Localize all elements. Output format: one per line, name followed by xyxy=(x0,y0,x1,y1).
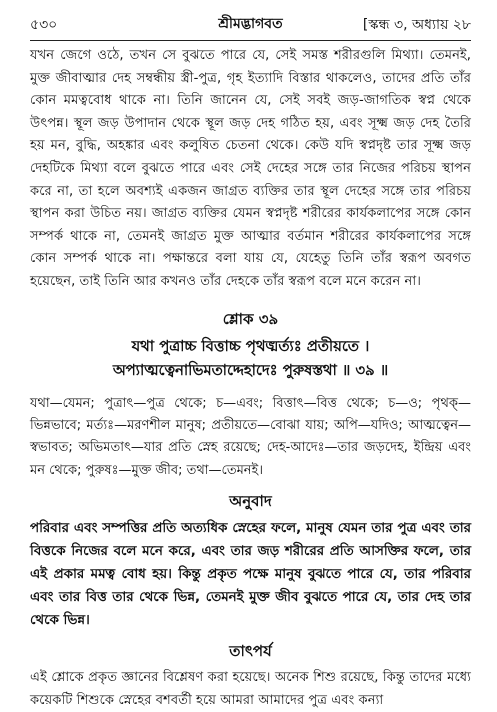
word-synonyms: যথা—যেমন; পুত্রাৎ—পুত্র থেকে; চ—এবং; বিত্তাৎ—বিত্ত থেকে; চ—ও; পৃথক্—ভিন্নভাবে; মর্ত্যঃ—মরণশীল মানুষ; প্রতীয়তে—বোঝা যায়; অপি—যদিও; আত্মত্বেন—স্বভাবত; অভিমতাৎ—যার প্রতি স্নেহ রয়েছে; দেহ-আদেঃ—তার জড়দেহ, ইন্দ্রিয় এবং মন থেকে; পুরুষঃ—মুক্ত জীব; তথা—তেমনই। xyxy=(30,395,471,478)
page-header xyxy=(30,0,471,41)
page-number: ৫৩০ xyxy=(30,17,58,33)
purport-title: তাৎপর্য xyxy=(229,642,272,661)
verse-line-2: অপ্যাত্মত্বেনাভিমতাদ্দেহাদেঃ পুরুষস্তথা ॥ ৩৯ ॥ xyxy=(112,361,389,379)
verse-line-1: যথা পুত্রাচ্চ বিত্তাচ্চ পৃথঙ্মর্ত্যঃ প্রতীয়তে । xyxy=(131,337,370,355)
section-reference: [স্কন্ধ ৩, অধ্যায় ২৮ xyxy=(362,17,471,33)
translation-text: পরিবার এবং সম্পত্তির প্রতি অত্যধিক স্নেহের ফলে, মানুষ যেমন তার পুত্র এবং তার বিত্তকে নিজের বলে মনে করে, এবং তার জড় শরীরের প্রতি আসক্তির ফলে, তার এই প্রকার মমত্ব বোধ হয়। কিন্তু প্রকৃত পক্ষে মানুষ বুঝতে পারে যে, তার পরিবার এবং তার বিত্ত তার থেকে ভিন্ন, তেমনই মুক্ত জীব বুঝতে পারে যে, তার দেহ তার থেকে ভিন্ন। xyxy=(30,521,471,629)
book-title: শ্রীমদ্ভাগবত xyxy=(218,16,283,32)
purport-text: এই শ্লোকে প্রকৃত জ্ঞানের বিশ্লেষণ করা হয়েছে। অনেক শিশু রয়েছে, কিন্তু তাদের মধ্যে কয়েকটি শিশুকে স্নেহের বশবর্তী হয়ে আমরা আমাদের পুত্র এবং কন্যা xyxy=(30,670,471,708)
intro-paragraph: যখন জেগে ওঠে, তখন সে বুঝতে পারে যে, সেই সমস্ত শরীরগুলি মিথ্যা। তেমনই, মুক্ত জীবাত্মার দেহ সম্বন্ধীয় স্ত্রী-পুত্র, গৃহ ইত্যাদি বিস্তার থাকলেও, তাদের প্রতি তাঁর কোন মমত্ববোধ থাকে না। তিনি জানেন যে, সেই সবই জড়-জাগতিক স্বপ্ন থেকে উৎপন্ন। স্থূল জড় উপাদান থেকে স্থূল জড় দেহ গঠিত হয়, এবং সূক্ষ্ম জড় দেহ তৈরি হয় মন, বুদ্ধি, অহঙ্কার এবং কলুষিত চেতনা থেকে। কেউ যদি স্বপ্নদৃষ্ট তার সূক্ষ্ম জড় দেহটিকে মিথ্যা বলে বুঝতে পারে এবং সেই দেহের সঙ্গে তার নিজের পরিচয় স্থাপন করে না, তা হলে অবশ্যই একজন জাগ্রত ব্যক্তির তার স্থূল দেহের সঙ্গে তার পরিচয় স্থাপন করা উচিত নয়। জাগ্রত ব্যক্তির যেমন স্বপ্নদৃষ্ট শরীরের কার্যকলাপের সঙ্গে কোন সম্পর্ক থাকে না, তেমনই জাগ্রত মুক্ত আত্মার বর্তমান শরীরের কার্যকলাপের সঙ্গে কোন সম্পর্ক থাকে না। পক্ষান্তরে বলা যায় যে, যেহেতু তিনি তাঁর স্বরূপ অবগত হয়েছেন, তাই তিনি আর কখনও তাঁর দেহকে তাঁর স্বরূপ বলে মনে করেন না। xyxy=(30,48,471,289)
translation-title: অনুবাদ xyxy=(229,492,272,511)
verse-title: শ্লোক ৩৯ xyxy=(222,309,279,328)
